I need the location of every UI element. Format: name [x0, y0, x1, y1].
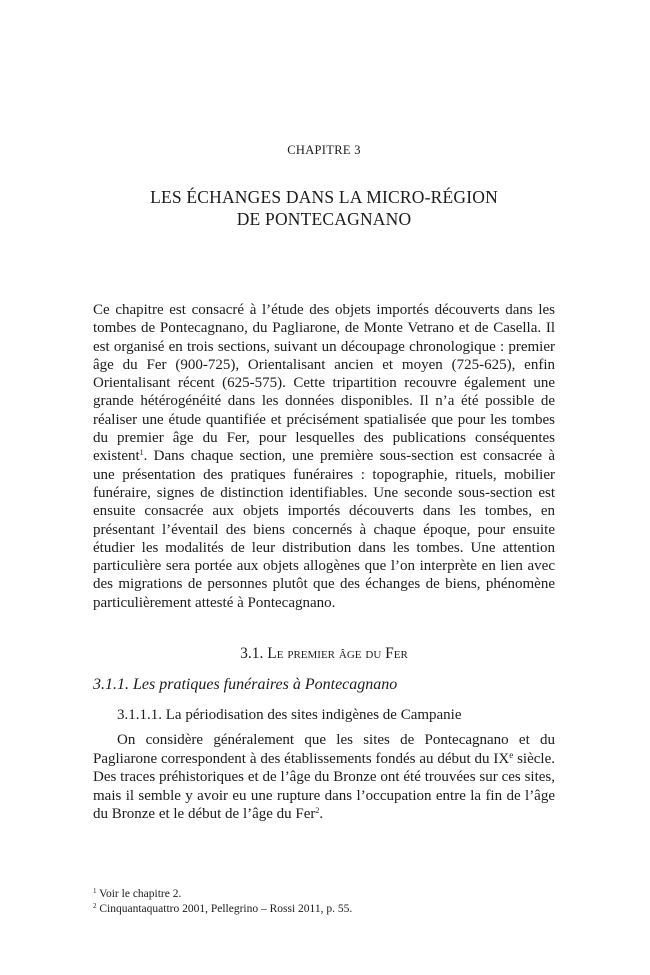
- chapter-title: [93, 186, 555, 230]
- chapter-label: CHAPITRE 3: [287, 143, 361, 157]
- section-title: Le premier âge du Fer: [267, 645, 408, 662]
- intro-paragraph: [93, 301, 555, 612]
- footnote-ref-1[interactable]: 1: [139, 448, 144, 458]
- footnote-1: [93, 887, 555, 902]
- footnote-ref-2[interactable]: 2: [315, 806, 320, 815]
- body-paragraph: [93, 731, 555, 824]
- footnote-2-number: 2: [93, 902, 97, 910]
- intro-text-part-2: . Dans chaque section, une première sous-section est consacrée à une présentation des pratiques funéraires : topographie, rituels, mobilier funéraire, signes de distinction identifiables. Une seconde sous-section est ensuite consacrée aux objets importés découverts dans les tombes, en présentant l’éventail des biens concernés à chaque époque, pour ensuite étudier les modalités de leur distribution dans les tombes. Une attention particulière sera portée aux objets allogènes que l’on interprète en lien avec des migrations de personnes plutôt que des échanges de biens, phénomène particulièrement attesté à Pontecagnano.: [93, 448, 555, 611]
- body-text-part-3: .: [319, 806, 324, 822]
- chapter-title-line-2: DE PONTECAGNANO: [236, 209, 412, 229]
- footnote-1-number: 1: [93, 887, 97, 895]
- section-heading: [93, 645, 555, 663]
- document-page: [93, 0, 555, 975]
- subsection-heading: 3.1.1. Les pratiques funéraires à Pontecagnano: [93, 676, 398, 693]
- footnotes: [93, 887, 555, 917]
- section-number: 3.1.: [240, 645, 264, 662]
- footnote-2: [93, 902, 555, 917]
- intro-text-part-1: Ce chapitre est consacré à l’étude des objets importés découverts dans les tombes de Pontecagnano, du Pagliarone, de Monte Vetrano et de Casella. Il est organisé en trois sections, suivant un découpage chronologique : premier âge du Fer (900-725), Orientalisant ancien et moyen (725-625), enfin Orientalisant récent (625-575). Cette tripartition recouvre également une grande hétérogénéité dans les données disponibles. Il n’a été possible de réaliser une étude quantifiée et précisément spatialisée que pour les tombes du premier âge du Fer, pour lesquelles des publications conséquentes existent: [93, 302, 555, 465]
- footnote-1-text: Voir le chapitre 2.: [96, 888, 182, 900]
- body-text-part-2: siècle. Des traces préhistoriques et de l’âge du Bronze ont été trouvées sur ces sites, mais il semble y avoir eu une rupture dans l’occupation entre la fin de l’âge du Bronze et le début de l’âge du Fer: [93, 750, 555, 822]
- subsubsection-heading: 3.1.1.1. La périodisation des sites indigènes de Campanie: [117, 707, 462, 723]
- century-superscript: e: [509, 749, 514, 760]
- chapter-title-line-1: LES ÉCHANGES DANS LA MICRO-RÉGION: [150, 187, 498, 207]
- body-text-part-1: On considère généralement que les sites de Pontecagnano et du Pagliarone correspondent à des établissements fondés au début du IX: [93, 732, 555, 767]
- footnote-2-text: Cinquantaquattro 2001, Pellegrino – Rossi 2011, p. 55.: [96, 903, 353, 915]
